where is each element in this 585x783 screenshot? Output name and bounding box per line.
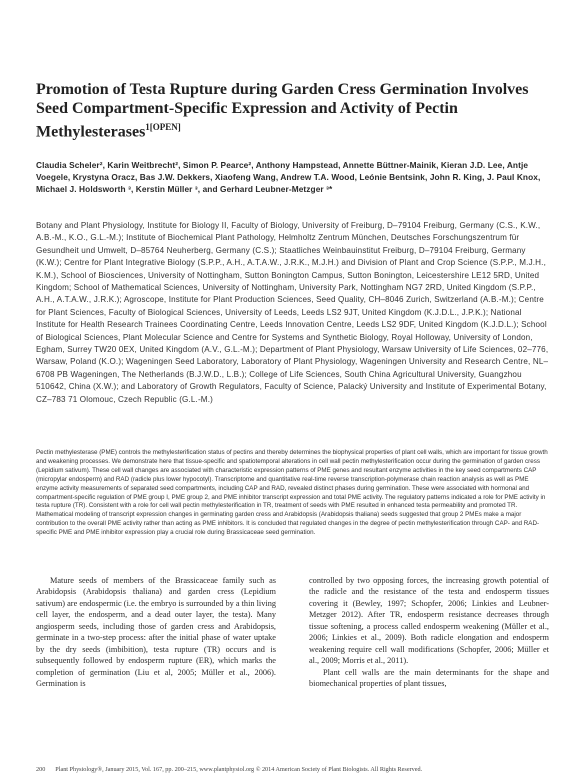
body-left-column xyxy=(36,575,276,690)
author-list: Claudia Scheler², Karin Weitbrecht², Simon P. Pearce², Anthony Hampstead, Annette Büttner-Mainik, Kieran J.D. Lee, Antje Voegele, Krystyna Oracz, Bas J.W. Dekkers, Xiaofeng Wang, Andrew T.A. Wood, Leónie Bentsink, John R. King, J. Paul Knox, Michael J. Holdsworth ³, Kerstin Müller ³, and Gerhard Leubner-Metzger ³* xyxy=(36,160,541,194)
journal-citation: Plant Physiology®, January 2015, Vol. 167, pp. 200–215, www.plantphysiol.org © 2014 American Society of Plant Biologists. All Rights Reserved. xyxy=(55,766,423,773)
article-title-text: Promotion of Testa Rupture during Garden Cress Germination Involves Seed Compartment-Specific Expression and Activity of Pectin Methylesterases xyxy=(36,81,529,141)
page-footer xyxy=(36,766,550,773)
abstract: Pectin methylesterase (PME) controls the methylesterification status of pectins and thereby determines the biophysical properties of plant cell walls, which are important for tissue growth and weakening processes. We demonstrate here that tissue-specific and spatiotemporal alterations in cell wall pectin methylesterification occur during the germination of garden cress (Lepidium sativum). These cell wall changes are associated with characteristic expression patterns of PME genes and resultant enzyme activities in the key seed compartments CAP (micropylar endosperm) and RAD (radicle plus lower hypocotyl). Transcriptome and quantitative real-time reverse transcription-polymerase chain reaction analysis as well as PME enzyme activity measurements of separated seed compartments, including CAP and RAD, revealed distinct phases during germination. These were associated with hormonal and compartment-specific regulation of PME group I, PME group 2, and PME inhibitor transcript expression and total PME activity. The regulatory patterns indicated a role for PME activity in testa rupture (TR). Consistent with a role for cell wall pectin methylesterification in TR, treatment of seeds with PME resulted in enhanced testa permeability and promoted TR. Mathematical modeling of transcript expression changes in germinating garden cress and Arabidopsis (Arabidopsis thaliana) seeds suggested that group 2 PMEs make a major contribution to the overall PME activity rather than acting as PME inhibitors. It is concluded that regulated changes in the degree of pectin methylesterification through CAP- and RAD-specific PME and PME inhibitor expression play a crucial role during Brassicaceae seed germination. xyxy=(36,449,548,537)
body-paragraph-1: controlled by two opposing forces, the increasing growth potential of the radicle and the resistance of the testa and endosperm tissues covering it (Bewley, 1997; Schopfer, 2006; Linkies and Leubner-Metzger 2012). After TR, endosperm resistance decreases through tissue softening, a process called endosperm weakening (Müller et al., 2006; Linkies et al., 2009). Both radicle elongation and endosperm weakening require cell wall modifications (Schopfer, 2006; Müller et al., 2009; Morris et al., 2011). xyxy=(309,576,549,666)
title-superscript: 1[OPEN] xyxy=(145,122,181,132)
article-title xyxy=(36,80,546,141)
intro-paragraph: Mature seeds of members of the Brassicaceae family such as Arabidopsis (Arabidopsis thaliana) and garden cress (Lepidium sativum) are endospermic (i.e. the embryo is surrounded by a thin living cell layer, the endosperm, and a dead outer layer, the testa). Many angiosperm seeds, including those of garden cress and Arabidopsis, germinate in a two-step process: after the initial phase of water uptake by the dry seeds (imbibition), testa rupture (TR) occurs and is subsequently followed by endosperm rupture (ER), which marks the completion of germination (Liu et al, 2005; Müller et al., 2006). Germination is xyxy=(36,576,276,689)
body-paragraph-2: Plant cell walls are the main determinants for the shape and biomechanical properties of plant tissues, xyxy=(309,667,549,689)
affiliations: Botany and Plant Physiology, Institute for Biology II, Faculty of Biology, University of Freiburg, D–79104 Freiburg, Germany (C.S., K.W., A.B.-M., K.O., G.L.-M.); Institute of Biochemical Plant Pathology, Helmholtz Zentrum München, Deutsches Forschungszentrum für Gesundheit und Umwelt, D–85764 Neuherberg, Germany (C.S.); Staatliches Weinbauinstitut Freiburg, D–79104 Freiburg, Germany (K.W.); Centre for Plant Integrative Biology (S.P.P., A.H., A.T.A.W., J.R.K., M.J.H.) and Division of Plant and Crop Science (S.P.P., M.J.H., K.M.), School of Biosciences, University of Nottingham, Sutton Bonington Campus, Sutton Bonington, Leicestershire LE12 5RD, United Kingdom; School of Mathematical Sciences, University of Nottingham, University Park, Nottingham NG7 2RD, United Kingdom (S.P.P., A.H., A.T.A.W., J.R.K.); Agroscope, Institute for Plant Production Sciences, Seed Quality, CH–8046 Zurich, Switzerland (A.B.-M.); Centre for Plant Sciences, Faculty of Biological Sciences, University of Leeds, Leeds LS2 9JT, United Kingdom (K.J.D.L., J.P.K.); National Institute for Health Research Trainees Coordinating Centre, Leeds Innovation Centre, Leeds LS2 9DF, United Kingdom (K.J.D.L.); School of Biological Sciences, Plant Molecular Science and Centre for Systems and Synthetic Biology, Royal Holloway, University of London, Egham, Surrey TW20 0EX, United Kingdom (A.V., G.L.-M.); Department of Plant Physiology, Warsaw University of Life Sciences, 02–776, Warsaw, Poland (K.O.); Wageningen Seed Laboratory, Laboratory of Plant Physiology, Wageningen University and Research Centre, NL–6708 PB Wageningen, The Netherlands (B.J.W.D., L.B.); College of Life Sciences, South China Agricultural University, Guangzhou 510642, China (X.W.); and Laboratory of Growth Regulators, Faculty of Science, Palacký University and Institute of Experimental Botany, CZ–783 71 Olomouc, Czech Republic (G.L.-M.) xyxy=(36,221,549,404)
page-number: 200 xyxy=(36,766,46,773)
body-right-column xyxy=(309,575,549,690)
